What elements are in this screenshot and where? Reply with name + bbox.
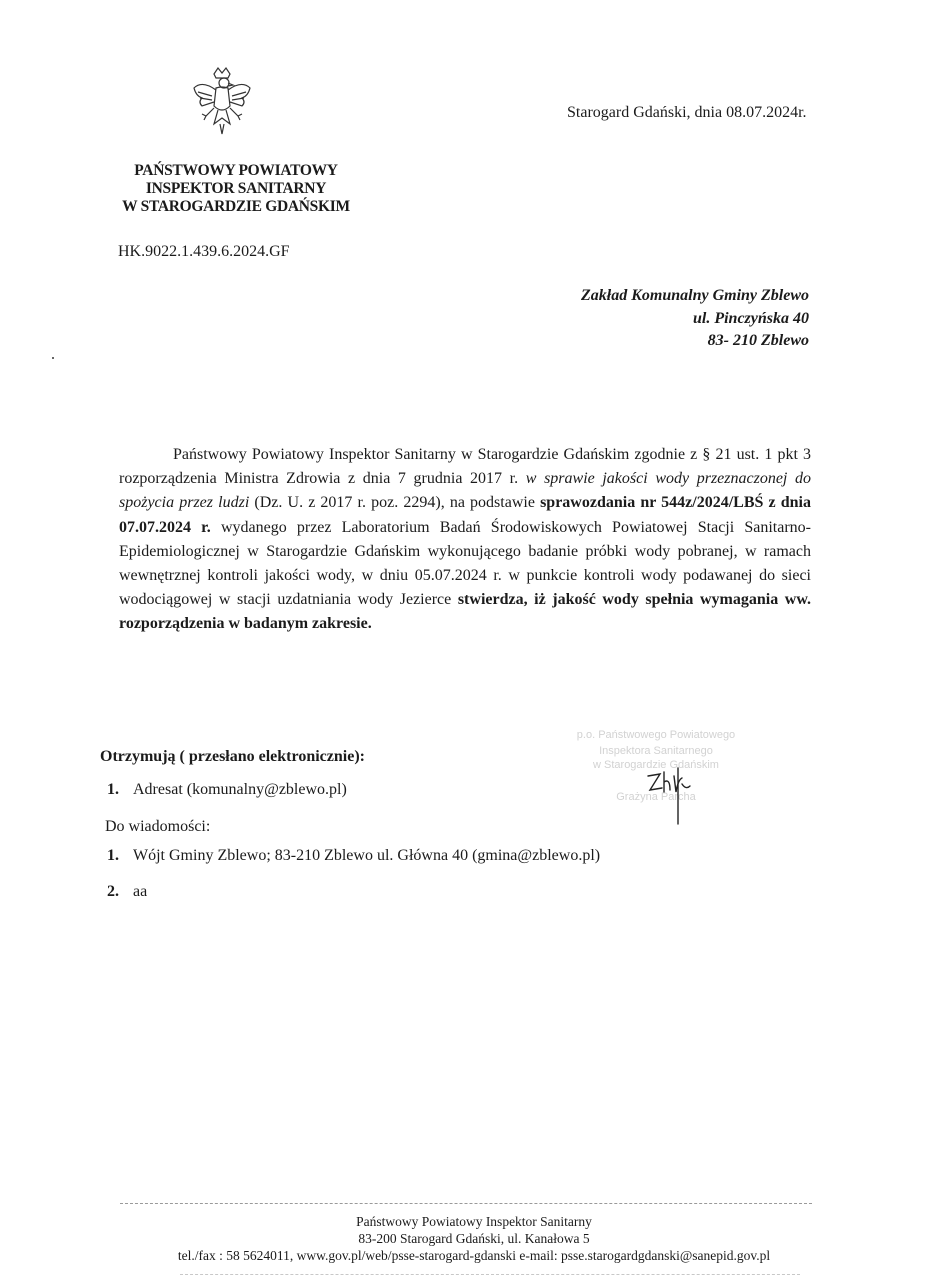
authority-line-1: PAŃSTWOWY POWIATOWY [134, 162, 338, 179]
polish-eagle-emblem-icon [190, 66, 254, 142]
body-text-1: Państwowy Powiatowy Inspektor Sanitarny w Starogardzie Gdańskim zgodnie z § 21 ust. 1 pkt 3 rozporządzenia Ministra Zdrowia z dnia 7 grudnia 2017 r. [119, 446, 811, 488]
list-number: 2. [107, 883, 119, 900]
letter-body [119, 443, 811, 637]
stamp-line-3: w Starogardzie Gdańskim [593, 759, 719, 771]
list-item [107, 883, 147, 901]
date-line: Starogard Gdański, dnia 08.07.2024r. [567, 104, 807, 121]
signature-mark [640, 766, 700, 826]
stamp-line-2: Inspektora Sanitarnego [599, 745, 713, 757]
authority-header [96, 162, 376, 216]
list-number: 1. [107, 781, 119, 798]
cc-title: Do wiadomości: [105, 818, 211, 835]
footer-line-2: 83-200 Starogard Gdański, ul. Kanałowa 5 [358, 1231, 590, 1246]
authority-line-2: INSPEKTOR SANITARNY [145, 180, 327, 197]
list-item [107, 847, 600, 865]
body-text-3: (Dz. U. z 2017 r. poz. 2294), na podstawie [249, 494, 541, 512]
list-text: Wójt Gminy Zblewo; 83-210 Zblewo ul. Główna 40 (gmina@zblewo.pl) [133, 847, 601, 864]
body-text-regulation-title: w sprawie jakości wody przeznaczonej do spożycia przez ludzi [119, 470, 812, 512]
body-text-conclusion: stwierdza, iż jakość wody spełnia wymagania ww. rozporządzenia w badanym zakresie. [119, 591, 812, 633]
scan-speck [52, 357, 54, 359]
recipients-title: Otrzymują ( przesłano elektronicznie): [100, 748, 365, 765]
body-paragraph [119, 443, 811, 637]
addressee-street: ul. Pinczyńska 40 [692, 309, 809, 327]
stamp-line-4: Grażyna Parcha [616, 791, 696, 803]
list-text: Adresat (komunalny@zblewo.pl) [133, 781, 347, 798]
footer-line-1: Państwowy Powiatowy Inspektor Sanitarny [356, 1214, 592, 1229]
stamp-line-1: p.o. Państwowego Powiatowego [576, 729, 736, 741]
body-text-report: sprawozdania nr 544z/2024/LBŚ z dnia 07.07.2024 r. [119, 494, 811, 536]
addressee-block [581, 285, 809, 353]
body-text-5: wydanego przez Laboratorium Badań Środowiskowych Powiatowej Stacji Sanitarno-Epidemiologicznej w Starogardzie Gdańskim wykonującego badanie próbki wody pobranej, w ramach wewnętrznej kontroli jakości wody, w dniu 05.07.2024 r. w punkcie kontroli wody podawanej do sieci wodociągowej w stacji uzdatniania wody Jezierce [119, 518, 811, 609]
footer-divider-bottom [180, 1274, 800, 1275]
footer-line-3: tel./fax : 58 5624011, www.gov.pl/web/psse-starogard-gdanski e-mail: psse.starogardgdanski@sanepid.gov.pl [177, 1248, 771, 1263]
list-text: aa [133, 883, 148, 900]
addressee-city: 83- 210 Zblewo [707, 332, 809, 349]
list-number: 1. [107, 847, 119, 864]
authority-line-3: W STAROGARDZIE GDAŃSKIM [122, 198, 350, 215]
addressee-name: Zakład Komunalny Gminy Zblewo [580, 287, 809, 304]
footer-divider [120, 1203, 812, 1204]
list-item [107, 781, 347, 799]
reference-number: HK.9022.1.439.6.2024.GF [118, 243, 290, 260]
